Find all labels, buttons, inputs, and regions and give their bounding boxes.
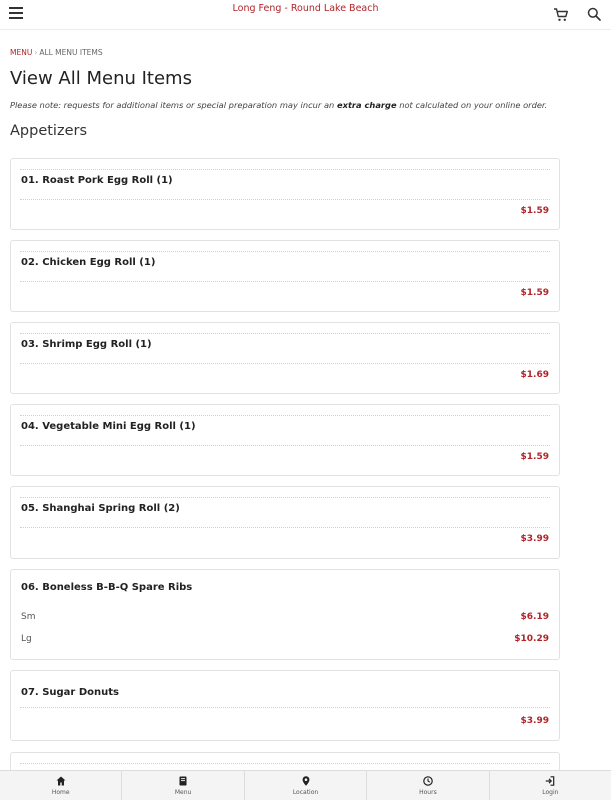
- divider: [20, 415, 550, 416]
- page-title: View All Menu Items: [10, 68, 192, 89]
- menu-item[interactable]: [10, 670, 560, 741]
- menu-item-name: 04. Vegetable Mini Egg Roll (1): [21, 421, 196, 432]
- menu-book-icon: [178, 776, 188, 786]
- nav-login[interactable]: [490, 771, 611, 800]
- divider: [20, 445, 550, 446]
- menu-item[interactable]: [10, 569, 560, 660]
- divider: [20, 169, 550, 170]
- nav-label: Hours: [419, 789, 437, 796]
- menu-item-price-small: $6.19: [520, 612, 549, 622]
- note-emphasis: extra charge: [336, 100, 397, 110]
- menu-item-name: 06. Boneless B-B-Q Spare Ribs: [21, 582, 193, 593]
- top-header: [0, 0, 611, 30]
- cart-button[interactable]: [553, 7, 569, 21]
- menu-item-name: 05. Shanghai Spring Roll (2): [21, 503, 180, 514]
- menu-item-price: $1.59: [520, 206, 549, 216]
- nav-home[interactable]: [0, 771, 122, 800]
- divider: [20, 763, 550, 764]
- search-icon: [587, 7, 601, 21]
- size-label-small: Sm: [21, 612, 36, 622]
- search-button[interactable]: [587, 6, 601, 20]
- divider: [20, 281, 550, 282]
- nav-label: Menu: [174, 789, 192, 796]
- order-note: [10, 100, 547, 110]
- menu-item-price-large: $10.29: [514, 634, 549, 644]
- menu-item[interactable]: [10, 404, 560, 476]
- menu-item[interactable]: [10, 158, 560, 230]
- menu-item-price: $1.59: [520, 452, 549, 462]
- menu-item-price: $1.59: [520, 288, 549, 298]
- nav-label: Login: [542, 789, 559, 796]
- menu-item[interactable]: [10, 240, 560, 312]
- menu-item-name: 01. Roast Pork Egg Roll (1): [21, 175, 173, 186]
- breadcrumb-current: ALL MENU ITEMS: [39, 48, 103, 57]
- divider: [20, 199, 550, 200]
- bottom-nav: [0, 770, 611, 800]
- divider: [20, 527, 550, 528]
- nav-label: Home: [51, 789, 70, 796]
- divider: [20, 363, 550, 364]
- menu-item-price: $3.99: [520, 534, 549, 544]
- login-icon: [545, 776, 555, 786]
- menu-item-name: 02. Chicken Egg Roll (1): [21, 257, 156, 268]
- divider: [20, 707, 550, 708]
- nav-menu[interactable]: [122, 771, 244, 800]
- nav-location[interactable]: [245, 771, 367, 800]
- menu-item-name: 03. Shrimp Egg Roll (1): [21, 339, 152, 350]
- menu-item[interactable]: [10, 486, 560, 559]
- note-text-after: not calculated on your online order.: [399, 100, 548, 110]
- section-title-appetizers: Appetizers: [10, 123, 88, 139]
- location-pin-icon: [301, 776, 311, 786]
- restaurant-title[interactable]: Long Feng - Round Lake Beach: [232, 3, 379, 14]
- nav-hours[interactable]: [367, 771, 489, 800]
- size-label-large: Lg: [21, 634, 32, 644]
- menu-item-name: 07. Sugar Donuts: [21, 687, 119, 698]
- breadcrumb-separator: ›: [34, 48, 38, 57]
- divider: [20, 333, 550, 334]
- home-icon: [56, 776, 66, 786]
- nav-label: Location: [292, 789, 319, 796]
- cart-icon: [553, 8, 569, 22]
- clock-icon: [423, 776, 433, 786]
- note-text-before: Please note: requests for additional items or special preparation may incur an: [10, 100, 335, 110]
- breadcrumb: [10, 48, 103, 57]
- breadcrumb-menu-link[interactable]: MENU: [10, 48, 33, 57]
- menu-item-price: $1.69: [520, 370, 549, 380]
- menu-item[interactable]: [10, 322, 560, 394]
- divider: [20, 497, 550, 498]
- divider: [20, 251, 550, 252]
- menu-item-price: $3.99: [520, 716, 549, 726]
